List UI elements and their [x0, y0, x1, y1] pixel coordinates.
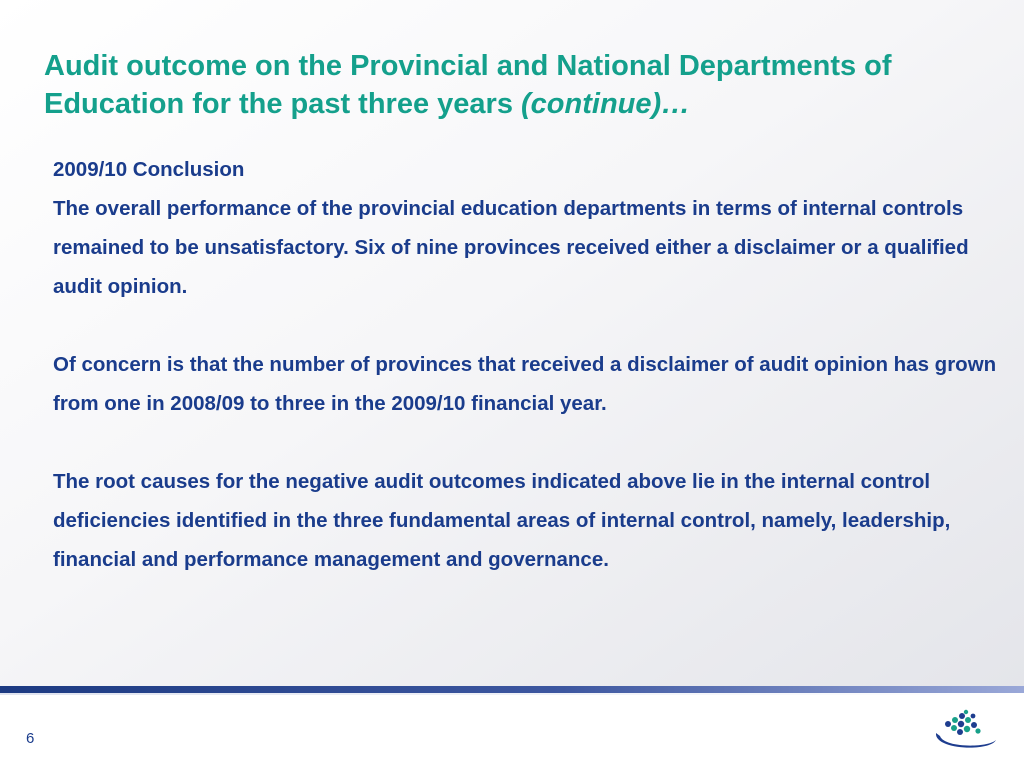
paragraph-spacer — [53, 423, 1003, 462]
paragraph-spacer — [53, 306, 1003, 345]
footer-bar — [0, 686, 1024, 693]
page-number: 6 — [26, 730, 35, 747]
footer-bar-highlight — [0, 693, 1024, 695]
paragraph-root-causes: The root causes for the negative audit outcomes indicated above lie in the internal control deficiencies identified in the three fundamental areas of internal control, namely, leadership, financial and performance management and governance. — [53, 470, 951, 571]
slide-title-italic: (continue)… — [521, 88, 691, 120]
slide-title — [44, 47, 1004, 123]
slide-title-main: Audit outcome on the Provincial and National Departments of Education for the past three years — [44, 50, 892, 120]
slide-body — [53, 150, 1003, 579]
conclusion-heading: 2009/10 Conclusion — [53, 158, 245, 181]
paragraph-performance: The overall performance of the provincial education departments in terms of internal controls remained to be unsatisfactory. Six of nine provinces received either a disclaimer or a qualified audit opinion. — [53, 197, 969, 298]
organization-logo-icon — [930, 706, 1000, 756]
paragraph-concern: Of concern is that the number of provinces that received a disclaimer of audit opinion has grown from one in 2008/09 to three in the 2009/10 financial year. — [53, 353, 997, 415]
